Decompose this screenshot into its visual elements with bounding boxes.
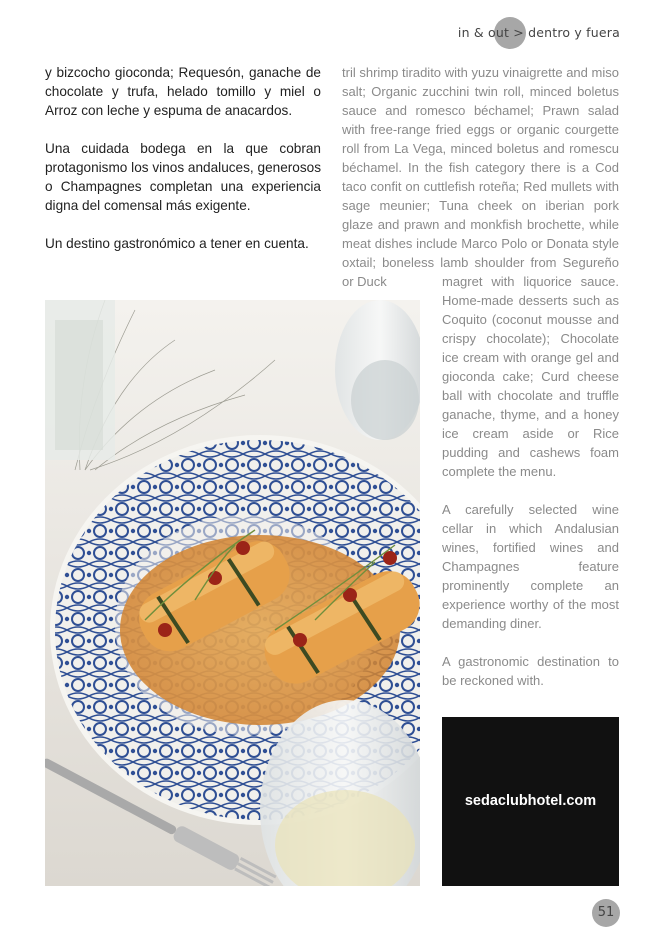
hotel-ad <box>442 717 619 886</box>
section-title: in & out > dentro y fuera <box>457 25 620 40</box>
english-paragraph: tril shrimp tiradito with yuzu vinaigrette and miso salt; Organic zucchini twin roll, minced boletus sauce and romesco béchamel; Prawn salad with free-range fried eggs or organic courgette roll from La Vega, minced boletus and romescu béchamel. In the fish category there is a Cod taco confit on cuttlefish roteña; Red mullets with sage meunier; Tuna cheek on iberian pork glaze and prawn and monkfish brochette, while meat dishes include Marco Polo or Donata style oxtail; boneless lamb shoulder from Segureño or Duck <box>342 65 619 289</box>
english-paragraph: magret with liquorice sauce. Home-made desserts such as Coquito (coconut mousse and crispy chocolate); Chocolate ice cream with orange gel and gioconda cake; Curd cheese ball with chocolate and truffle ganache, thyme, and a honey ice cream aside or Rice pudding and cashews foam complete the menu. <box>442 274 619 479</box>
english-paragraph: A gastronomic destination to be reckoned with. <box>442 654 619 688</box>
english-column <box>342 63 619 291</box>
spanish-column <box>45 63 321 272</box>
page-number: 51 <box>592 899 620 927</box>
english-column-narrow <box>442 272 619 709</box>
hotel-website-link[interactable]: sedaclubhotel.com <box>464 793 597 809</box>
english-paragraph: A carefully selected wine cellar in which Andalusian wines, fortified wines and Champagnes feature prominently complete an experience worthy of the most demanding diner. <box>442 502 619 631</box>
spanish-paragraph: y bizcocho gioconda; Requesón, ganache de chocolate y trufa, helado tomillo y miel o Arroz con leche y espuma de anacardos. <box>45 65 321 118</box>
spanish-paragraph: Una cuidada bodega en la que cobran protagonismo los vinos andaluces, generosos o Champagnes completan una experiencia digna del comensal más exigente. <box>45 141 321 213</box>
food-photo <box>45 300 420 886</box>
section-header <box>458 18 620 48</box>
spanish-paragraph: Un destino gastronómico a tener en cuenta. <box>45 236 309 251</box>
